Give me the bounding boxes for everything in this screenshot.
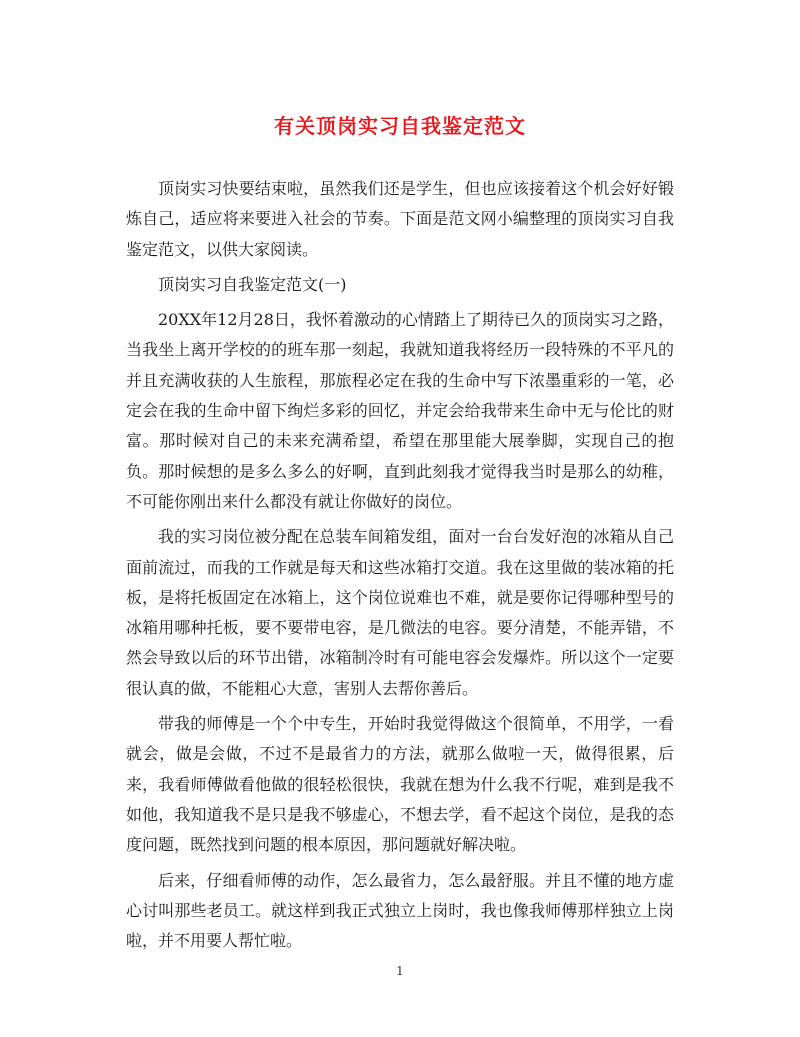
body-paragraph-2: 我的实习岗位被分配在总装车间箱发组，面对一台台发好泡的冰箱从自己面前流过，而我的工作就是每天和这些冰箱打交道。我在这里做的装冰箱的托板，是将托板固定在冰箱上，这个岗位说难也不难，就是要你记得哪种型号的冰箱用哪种托板，要不要带电容，是几微法的电容。要分清楚，不能弄错，不然会导致以后的环节出错，冰箱制冷时有可能电容会发爆炸。所以这个一定要很认真的做，不能粗心大意，害别人去帮你善后。: [126, 527, 674, 698]
section-heading: 顶岗实习自我鉴定范文(一): [158, 274, 347, 294]
body-paragraph-1: 20XX年12月28日，我怀着激动的心情踏上了期待已久的顶岗实习之路，当我坐上离开学校的的班车那一刻起，我就知道我将经历一段特殊的不平凡的并且充满收获的人生旅程，那旅程必定在我的生命中写下浓墨重彩的一笔，必定会在我的生命中留下绚烂多彩的回忆，并定会给我带来生命中无与伦比的财富。那时候对自己的未来充满希望，希望在那里能大展拳脚，实现自己的抱负。那时候想的是多么多么的好啊，直到此刻我才觉得我当时是那么的幼稚，不可能你刚出来什么都没有就让你做好的岗位。: [126, 310, 674, 511]
document-body: [126, 174, 674, 961]
page-number: 1: [396, 964, 404, 978]
body-paragraph-3: 带我的师傅是一个个中专生，开始时我觉得做这个很简单，不用学，一看就会，做是会做，不过不是最省力的方法，就那么做啦一天，做得很累，后来，我看师傅做看他做的很轻松很快，我就在想为什么我不行呢，难到是我不如他，我知道我不是只是我不够虚心，不想去学，看不起这个岗位，是我的态度问题，既然找到问题的根本原因，那问题就好解决啦。: [126, 714, 674, 855]
document-title: 有关顶岗实习自我鉴定范文: [274, 114, 526, 138]
intro-paragraph: 顶岗实习快要结束啦，虽然我们还是学生，但也应该接着这个机会好好锻炼自己，适应将来要进入社会的节奏。下面是范文网小编整理的顶岗实习自我鉴定范文，以供大家阅读。: [126, 179, 674, 259]
body-paragraph-4: 后来，仔细看师傅的动作，怎么最省力，怎么最舒服。并且不懂的地方虚心讨叫那些老员工。就这样到我正式独立上岗时，我也像我师傅那样独立上岗啦，并不用要人帮忙啦。: [126, 870, 674, 951]
